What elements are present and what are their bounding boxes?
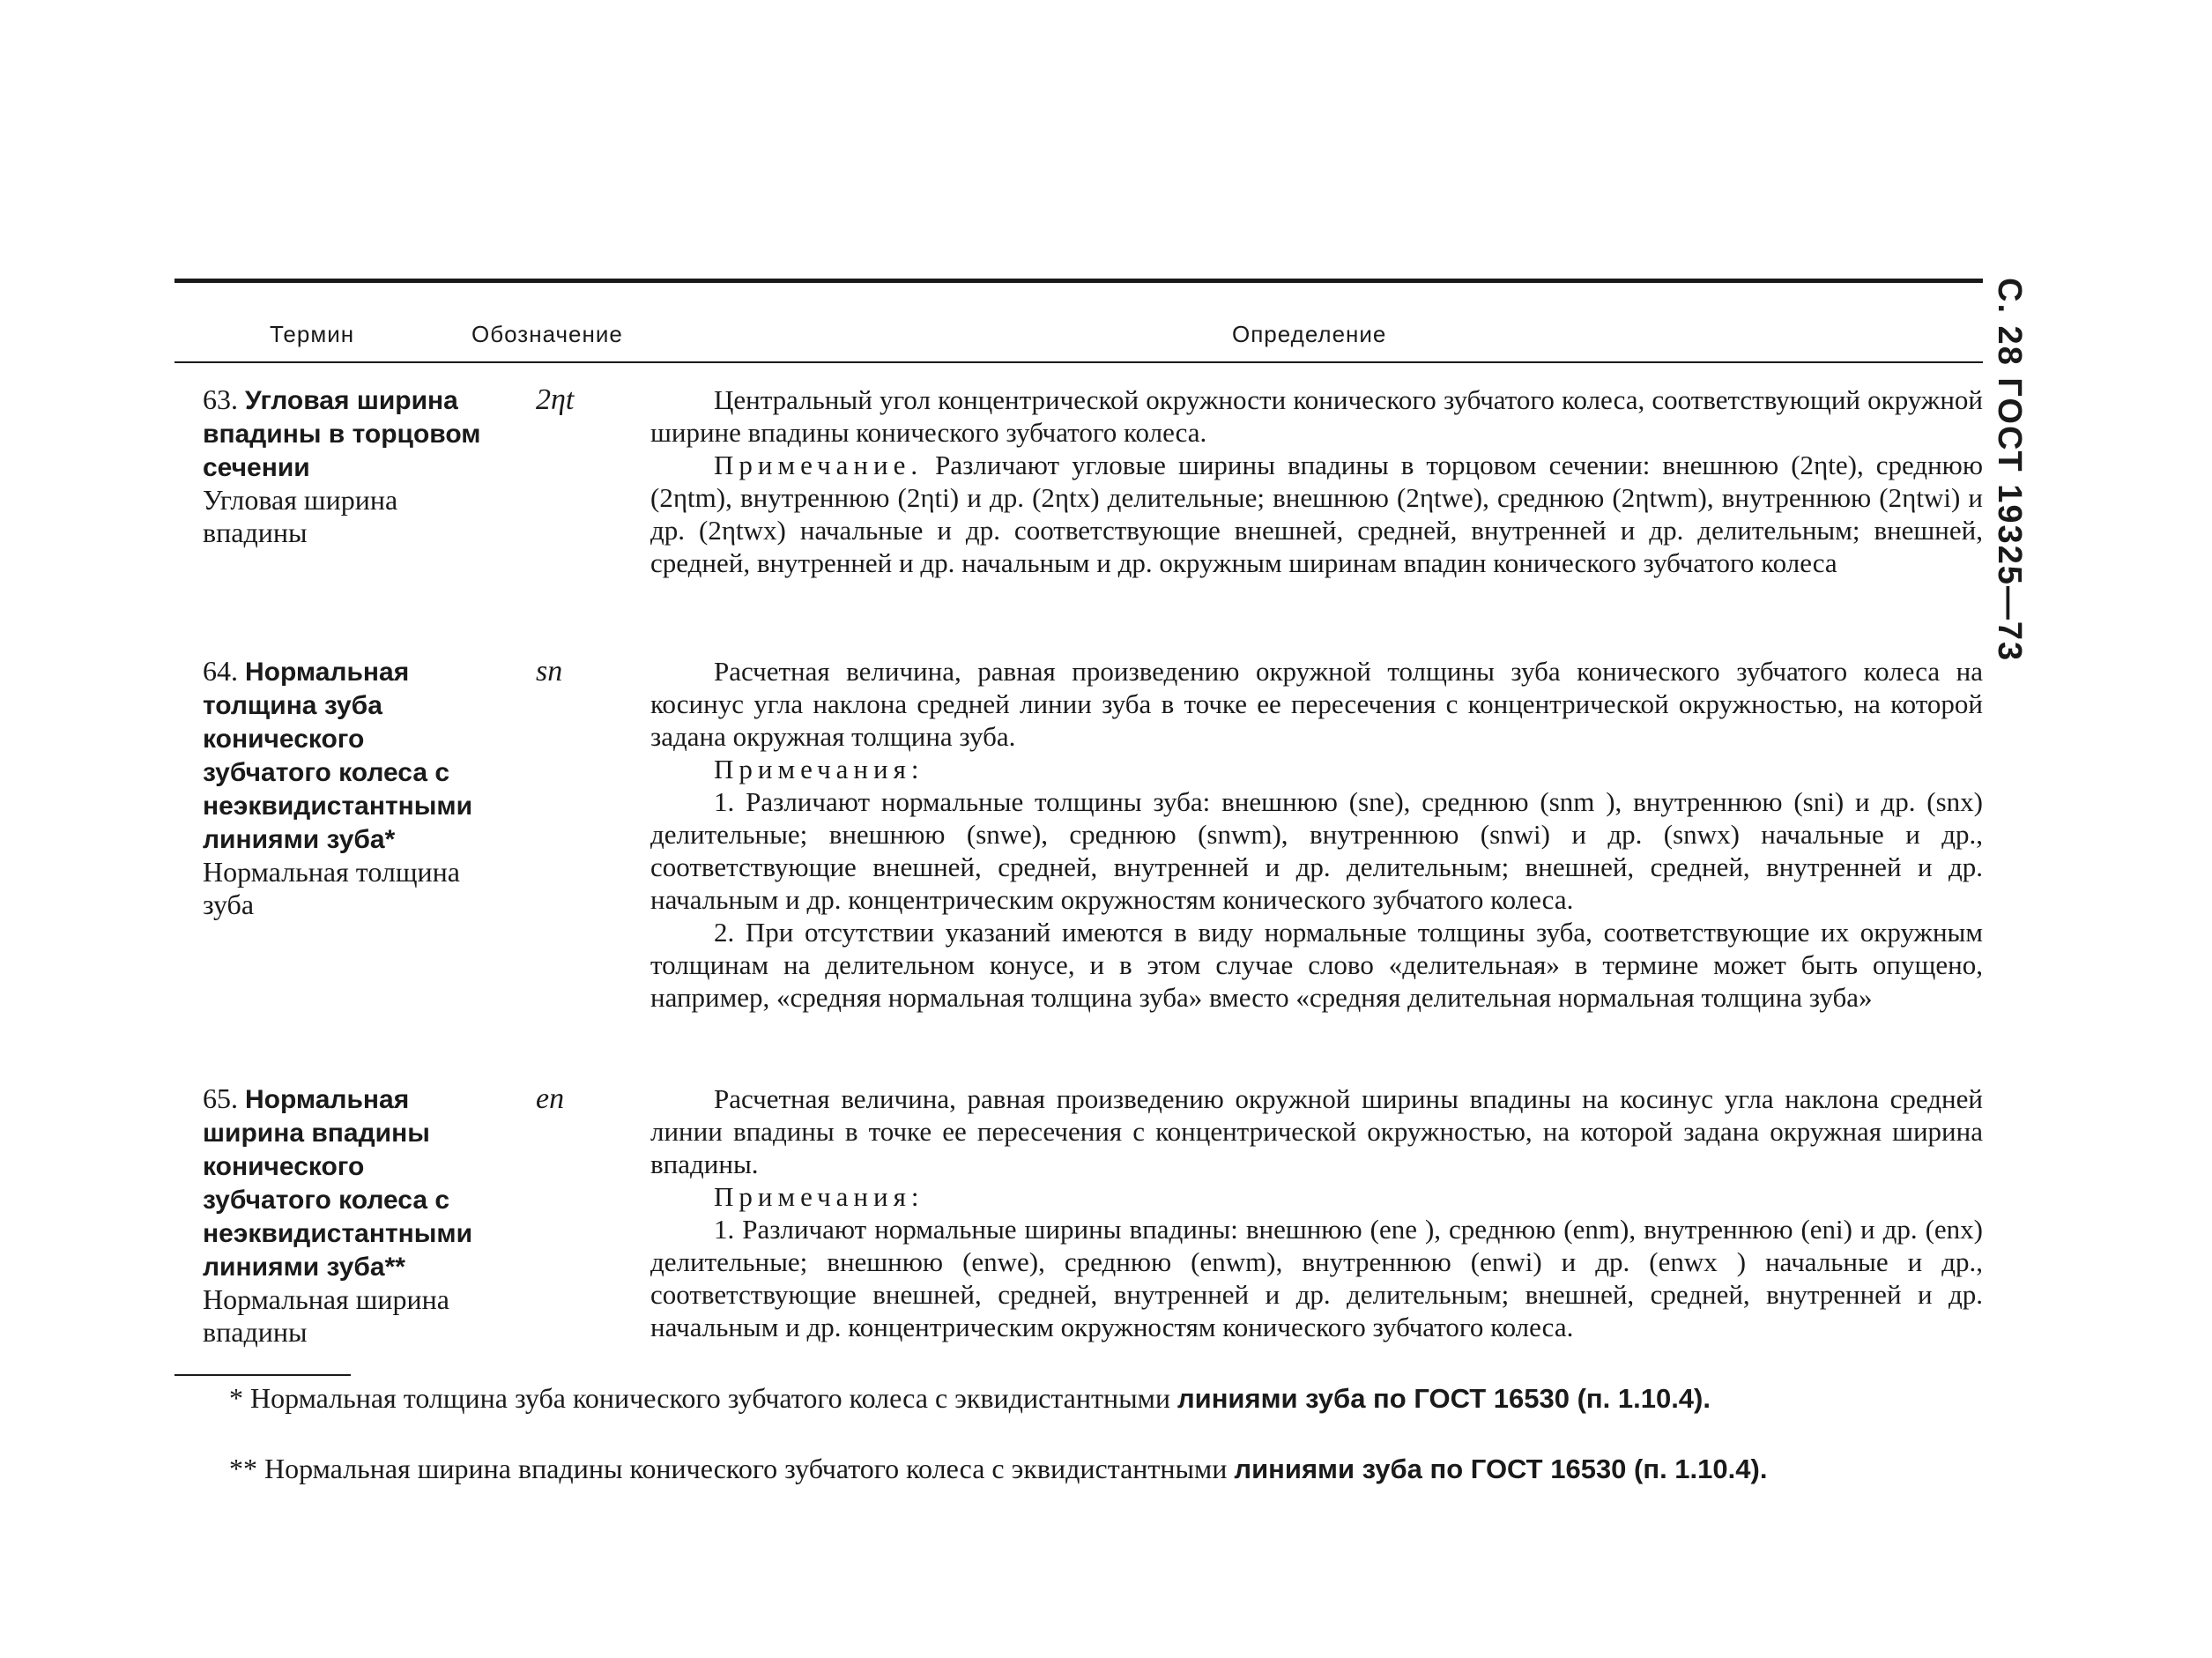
note-text: Различают угловые ширины впадины в торцовом сечении: внешнюю (2ηte), среднюю (2ηtm), внутреннюю (2ηti) и др. (2ηtx) делительные; внешнюю (2ηtwe), среднюю (2ηtwm), внутреннюю (2ηtwi) и др. (2ηtwx) начальные и др. соответствующие внешней, средней, внутренней и др. делительным; внешней, средней, внутренней и др. начальным и др. окружным ширинам впадин конического зубчатого колеса xyxy=(650,450,1984,578)
term-title: Нормальная толщина зуба конического зубчатого колеса с неэквидистантными линиями зуба* xyxy=(203,658,473,854)
definition-text: Центральный угол концентрической окружности конического зубчатого колеса, соответствующий окружной ширине впадины конического зубчатого колеса. xyxy=(650,384,1983,448)
term-symbol: en xyxy=(536,1082,565,1115)
note-label: Примечания: xyxy=(714,1181,924,1212)
term-number: 65. xyxy=(203,1082,238,1114)
note-label: Примечания: xyxy=(714,754,924,784)
table-header-rule xyxy=(174,361,1983,363)
definition-text: Расчетная величина, равная произведению окружной толщины зуба конического зубчатого колеса на косинус угла наклона средней линии зуба в точке ее пересечения с концентрической окружностью, на которой задана окружная толщина зуба. xyxy=(650,656,1983,752)
definition-cell xyxy=(650,383,1983,579)
footnote-2-text: ** Нормальная ширина впадины конического зубчатого колеса с эквидистантными xyxy=(229,1453,1228,1484)
column-header-definition: Определение xyxy=(1232,321,1387,347)
term-number: 64. xyxy=(203,655,238,687)
note-item-2: 2. При отсутствии указаний имеются в виду нормальные толщины зуба, соответствующие их окружным толщинам на делительном конусе, и в этом случае слово «делительная» в термине может быть опущено, например, «средняя нормальная толщина зуба» вместо «средняя делительная нормальная толщина зуба» xyxy=(650,917,1983,1013)
note-label: Примечание. xyxy=(714,450,924,480)
note-item-1: 1. Различают нормальные ширины впадины: внешнюю (ene ), среднюю (enm), внутреннюю (eni) и др. (enx) делительные; внешнюю (enwe), среднюю (enwm), внутреннюю (enwi) и др. (enwx ) начальные и др., соответствующие внешней, средней, внутренней и др. делительным; внешней, средней, внутренней и др. начальным и др. концентрическим окружностям конического зубчатого колеса. xyxy=(650,1214,1983,1342)
term-symbol: sn xyxy=(536,655,563,688)
column-header-term: Термин xyxy=(270,321,355,347)
term-synonym: Угловая ширина впадины xyxy=(203,484,398,548)
term-cell xyxy=(203,383,494,549)
footnote-1-text: * Нормальная толщина зуба конического зубчатого колеса с эквидистантными xyxy=(229,1382,1170,1414)
footnote-2-ref: линиями зуба по ГОСТ 16530 (п. 1.10.4). xyxy=(1234,1454,1768,1484)
footnote-2 xyxy=(174,1451,1983,1487)
term-symbol: 2ηt xyxy=(536,383,575,416)
page-header: С. 28 ГОСТ 19325—73 xyxy=(1991,278,2028,663)
definition-text: Расчетная величина, равная произведению окружной ширины впадины на косинус угла наклона средней линии впадины в точке ее пересечения с концентрической окружностью, на которой задана окружная ширина впадины. xyxy=(650,1083,1983,1179)
term-synonym: Нормальная толщина зуба xyxy=(203,856,460,920)
term-title: Угловая ширина впадины в торцовом сечении xyxy=(203,386,481,482)
term-cell xyxy=(203,1082,494,1349)
definition-note xyxy=(650,449,1983,579)
term-cell xyxy=(203,655,494,921)
term-title: Нормальная ширина впадины конического зубчатого колеса с неэквидистантными линиями зуба** xyxy=(203,1085,473,1282)
note-item-1: 1. Различают нормальные толщины зуба: внешнюю (sne), среднюю (snm ), внутреннюю (sni) и др. (snx) делительные; внешнюю (snwe), среднюю (snwm), внутреннюю (snwi) и др. (snwx) начальные и др., соответствующие внешней, средней, внутренней и др. делительным; внешней, средней, внутренней и др. начальным и др. концентрическим окружностям конического зубчатого колеса. xyxy=(650,786,1983,915)
definition-cell xyxy=(650,1082,1983,1343)
footnote-1 xyxy=(174,1380,1983,1416)
definition-cell xyxy=(650,655,1983,1014)
footnote-1-ref: линиями зуба по ГОСТ 16530 (п. 1.10.4). xyxy=(1177,1383,1711,1414)
column-header-symbol: Обозначение xyxy=(471,321,623,347)
table-top-rule xyxy=(174,279,1983,283)
footnote-rule xyxy=(174,1374,351,1376)
term-synonym: Нормальная ширина впадины xyxy=(203,1283,449,1348)
term-number: 63. xyxy=(203,383,238,415)
